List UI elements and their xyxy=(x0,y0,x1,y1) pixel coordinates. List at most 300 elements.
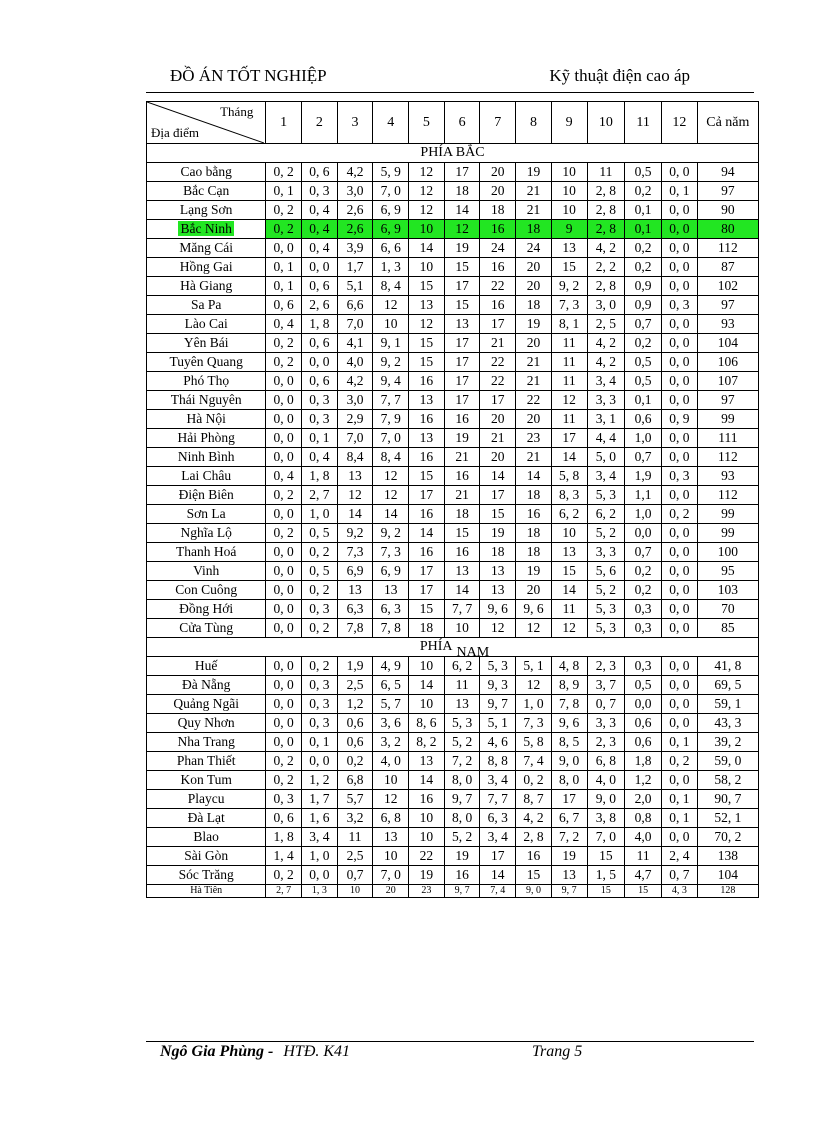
monthly-value: 20 xyxy=(516,410,552,429)
annual-value: 52, 1 xyxy=(697,809,758,828)
monthly-value: 15 xyxy=(551,258,587,277)
monthly-value: 5, 2 xyxy=(444,733,480,752)
monthly-value: 3, 6 xyxy=(373,714,409,733)
monthly-value: 0, 2 xyxy=(302,543,338,562)
location-name xyxy=(147,315,266,334)
monthly-value: 18 xyxy=(480,201,516,220)
monthly-value: 17 xyxy=(444,163,480,182)
monthly-value: 0, 6 xyxy=(302,163,338,182)
monthly-value: 17 xyxy=(551,790,587,809)
monthly-value: 16 xyxy=(516,847,552,866)
monthly-value: 19 xyxy=(444,429,480,448)
location-name-text: Phó Thọ xyxy=(183,373,230,388)
monthly-value: 1, 0 xyxy=(302,847,338,866)
monthly-value: 5, 3 xyxy=(587,600,625,619)
location-name xyxy=(147,809,266,828)
monthly-value: 0, 1 xyxy=(661,182,697,201)
location-name-text: Lai Châu xyxy=(181,468,232,483)
table-row xyxy=(147,562,759,581)
monthly-value: 0,1 xyxy=(625,391,662,410)
annual-value: 39, 2 xyxy=(697,733,758,752)
location-name xyxy=(147,733,266,752)
monthly-value: 0,3 xyxy=(625,657,662,676)
monthly-value: 0, 0 xyxy=(661,676,697,695)
monthly-value: 1,0 xyxy=(625,505,662,524)
monthly-value: 5, 0 xyxy=(587,448,625,467)
monthly-value: 5, 8 xyxy=(516,733,552,752)
monthly-value: 0, 2 xyxy=(266,486,302,505)
monthly-value: 1, 8 xyxy=(302,315,338,334)
monthly-value: 12 xyxy=(373,486,409,505)
col-header: 8 xyxy=(516,102,552,144)
monthly-value: 19 xyxy=(516,163,552,182)
monthly-value: 15 xyxy=(551,562,587,581)
location-name-text: Playcu xyxy=(187,791,225,806)
location-name xyxy=(147,695,266,714)
annual-value: 58, 2 xyxy=(697,771,758,790)
monthly-value: 0, 0 xyxy=(266,239,302,258)
monthly-value: 15 xyxy=(587,847,625,866)
monthly-value: 7, 8 xyxy=(551,695,587,714)
monthly-value: 7, 9 xyxy=(373,410,409,429)
monthly-value: 1, 0 xyxy=(516,695,552,714)
monthly-value: 0, 3 xyxy=(302,676,338,695)
location-name-text: Phan Thiết xyxy=(176,753,236,768)
monthly-value: 3, 0 xyxy=(587,296,625,315)
table-row xyxy=(147,220,759,239)
monthly-value: 14 xyxy=(444,201,480,220)
monthly-value: 17 xyxy=(444,353,480,372)
monthly-value: 16 xyxy=(409,505,445,524)
monthly-value: 10 xyxy=(337,885,373,898)
author-name: Ngô Gia Phùng - xyxy=(160,1043,274,1060)
location-name xyxy=(147,163,266,182)
monthly-value: 0, 0 xyxy=(266,695,302,714)
section-south-word2: NAM xyxy=(456,645,490,657)
monthly-value: 1, 6 xyxy=(302,809,338,828)
monthly-value: 4, 2 xyxy=(587,353,625,372)
location-name-text: Đà Nẵng xyxy=(181,677,231,692)
annual-value: 90 xyxy=(697,201,758,220)
monthly-value: 18 xyxy=(444,505,480,524)
monthly-value: 17 xyxy=(409,581,445,600)
monthly-value: 0, 0 xyxy=(266,429,302,448)
location-name-text: Sóc Trăng xyxy=(178,867,234,882)
monthly-value: 7, 0 xyxy=(373,866,409,885)
monthly-value: 10 xyxy=(551,524,587,543)
monthly-value: 18 xyxy=(516,220,552,239)
monthly-value: 9, 7 xyxy=(444,790,480,809)
annual-value: 87 xyxy=(697,258,758,277)
annual-value: 128 xyxy=(697,885,758,898)
annual-value: 70, 2 xyxy=(697,828,758,847)
monthly-value: 24 xyxy=(516,239,552,258)
table-row xyxy=(147,391,759,410)
table-row xyxy=(147,543,759,562)
table-row xyxy=(147,657,759,676)
table-row xyxy=(147,600,759,619)
monthly-value: 11 xyxy=(551,334,587,353)
monthly-value: 11 xyxy=(551,600,587,619)
monthly-value: 0, 2 xyxy=(266,752,302,771)
monthly-value: 21 xyxy=(516,201,552,220)
monthly-value: 10 xyxy=(409,657,445,676)
monthly-value: 5, 2 xyxy=(587,524,625,543)
monthly-value: 6, 2 xyxy=(551,505,587,524)
monthly-value: 0, 0 xyxy=(661,771,697,790)
monthly-value: 0, 0 xyxy=(661,657,697,676)
monthly-value: 4, 2 xyxy=(587,239,625,258)
monthly-value: 2,5 xyxy=(337,847,373,866)
monthly-value: 21 xyxy=(516,372,552,391)
monthly-value: 3, 8 xyxy=(587,809,625,828)
monthly-value: 0, 0 xyxy=(661,714,697,733)
monthly-value: 8,4 xyxy=(337,448,373,467)
monthly-value: 4, 9 xyxy=(373,657,409,676)
monthly-value: 10 xyxy=(373,315,409,334)
location-name xyxy=(147,524,266,543)
monthly-value: 0, 2 xyxy=(661,505,697,524)
monthly-value: 20 xyxy=(480,163,516,182)
monthly-value: 0, 1 xyxy=(302,429,338,448)
monthly-value: 6, 5 xyxy=(373,676,409,695)
monthly-value: 8, 5 xyxy=(551,733,587,752)
monthly-value: 0, 1 xyxy=(266,258,302,277)
section-south-word1: PHÍA xyxy=(419,639,453,654)
thesis-title: ĐỒ ÁN TỐT NGHIỆP xyxy=(170,66,327,85)
monthly-value: 2,0 xyxy=(625,790,662,809)
location-name-text: Kon Tum xyxy=(180,772,232,787)
table-row xyxy=(147,714,759,733)
monthly-value: 17 xyxy=(444,277,480,296)
location-name xyxy=(147,239,266,258)
monthly-value: 9, 7 xyxy=(551,885,587,898)
col-header: 12 xyxy=(661,102,697,144)
monthly-value: 14 xyxy=(409,524,445,543)
annual-value: 102 xyxy=(697,277,758,296)
monthly-value: 0, 2 xyxy=(266,163,302,182)
page-header xyxy=(146,64,754,92)
monthly-value: 9, 0 xyxy=(516,885,552,898)
monthly-value: 9, 3 xyxy=(480,676,516,695)
monthly-value: 6, 7 xyxy=(551,809,587,828)
monthly-value: 0, 3 xyxy=(302,714,338,733)
monthly-value: 5, 2 xyxy=(587,581,625,600)
monthly-value: 10 xyxy=(409,828,445,847)
monthly-value: 0, 1 xyxy=(661,733,697,752)
monthly-value: 0,2 xyxy=(625,562,662,581)
location-name-text: Đồng Hới xyxy=(179,601,234,616)
monthly-value: 8, 1 xyxy=(551,315,587,334)
monthly-value: 0, 2 xyxy=(661,752,697,771)
monthly-value: 8, 0 xyxy=(444,771,480,790)
monthly-value: 0, 0 xyxy=(661,581,697,600)
monthly-value: 1, 8 xyxy=(302,467,338,486)
monthly-value: 0, 0 xyxy=(302,752,338,771)
location-name-text: Bắc Cạn xyxy=(183,183,230,198)
col-header: 10 xyxy=(587,102,625,144)
monthly-value: 6,8 xyxy=(337,771,373,790)
monthly-value: 0, 6 xyxy=(302,372,338,391)
monthly-value: 2,5 xyxy=(337,676,373,695)
table-row xyxy=(147,410,759,429)
monthly-value: 6, 6 xyxy=(373,239,409,258)
monthly-value: 7,0 xyxy=(337,429,373,448)
table-row xyxy=(147,182,759,201)
monthly-value: 8, 2 xyxy=(409,733,445,752)
annual-value: 43, 3 xyxy=(697,714,758,733)
monthly-value: 9, 1 xyxy=(373,334,409,353)
monthly-value: 12 xyxy=(373,467,409,486)
monthly-value: 19 xyxy=(444,847,480,866)
monthly-value: 17 xyxy=(551,429,587,448)
monthly-value: 13 xyxy=(480,562,516,581)
monthly-value: 11 xyxy=(444,676,480,695)
monthly-value: 0, 3 xyxy=(302,410,338,429)
monthly-value: 12 xyxy=(516,619,552,638)
monthly-value: 0,3 xyxy=(625,600,662,619)
annual-value: 99 xyxy=(697,410,758,429)
monthly-value: 0, 0 xyxy=(661,600,697,619)
monthly-value: 6, 3 xyxy=(480,809,516,828)
monthly-value: 0, 0 xyxy=(661,315,697,334)
monthly-value: 7, 0 xyxy=(587,828,625,847)
monthly-value: 21 xyxy=(516,448,552,467)
annual-value: 99 xyxy=(697,505,758,524)
monthly-value: 0, 0 xyxy=(661,353,697,372)
location-name-text: Quy Nhơn xyxy=(177,715,235,730)
location-name-text: Bắc Ninh xyxy=(180,221,232,236)
annual-value: 103 xyxy=(697,581,758,600)
monthly-value: 21 xyxy=(480,429,516,448)
location-name-text: Thanh Hoá xyxy=(175,544,237,559)
monthly-value: 0, 0 xyxy=(661,220,697,239)
annual-value: 104 xyxy=(697,334,758,353)
monthly-value: 16 xyxy=(409,410,445,429)
monthly-value: 6, 8 xyxy=(373,809,409,828)
monthly-value: 4, 0 xyxy=(373,752,409,771)
table-row xyxy=(147,676,759,695)
header-row xyxy=(147,102,759,144)
monthly-value: 0, 4 xyxy=(302,201,338,220)
monthly-value: 1,9 xyxy=(337,657,373,676)
monthly-value: 3, 7 xyxy=(587,676,625,695)
monthly-value: 2, 8 xyxy=(587,220,625,239)
monthly-value: 10 xyxy=(551,201,587,220)
monthly-value: 0, 0 xyxy=(661,201,697,220)
monthly-value: 17 xyxy=(480,315,516,334)
monthly-value: 3, 3 xyxy=(587,391,625,410)
monthly-value: 2,6 xyxy=(337,201,373,220)
monthly-value: 0, 5 xyxy=(302,562,338,581)
monthly-value: 0, 6 xyxy=(266,809,302,828)
monthly-value: 0,6 xyxy=(625,714,662,733)
monthly-value: 11 xyxy=(337,828,373,847)
monthly-value: 0, 2 xyxy=(266,334,302,353)
monthly-value: 2, 3 xyxy=(587,733,625,752)
table-row xyxy=(147,448,759,467)
monthly-value: 14 xyxy=(409,771,445,790)
table-row xyxy=(147,847,759,866)
monthly-value: 8, 3 xyxy=(551,486,587,505)
monthly-value: 15 xyxy=(409,353,445,372)
location-name-text: Nha Trang xyxy=(177,734,235,749)
table-row xyxy=(147,619,759,638)
monthly-value: 2, 8 xyxy=(587,277,625,296)
annual-value: 100 xyxy=(697,543,758,562)
table-row xyxy=(147,315,759,334)
monthly-value: 0, 0 xyxy=(661,695,697,714)
monthly-value: 22 xyxy=(480,277,516,296)
monthly-value: 0, 0 xyxy=(266,448,302,467)
monthly-value: 3, 4 xyxy=(587,467,625,486)
monthly-value: 13 xyxy=(480,581,516,600)
location-name-text: Hà Giang xyxy=(180,278,233,293)
monthly-value: 20 xyxy=(516,334,552,353)
monthly-value: 15 xyxy=(625,885,662,898)
monthly-value: 14 xyxy=(444,581,480,600)
table-body xyxy=(147,144,759,898)
monthly-value: 4,7 xyxy=(625,866,662,885)
monthly-value: 1,7 xyxy=(337,258,373,277)
monthly-value: 4,2 xyxy=(337,372,373,391)
monthly-value: 9,2 xyxy=(337,524,373,543)
monthly-value: 9, 0 xyxy=(587,790,625,809)
monthly-value: 18 xyxy=(516,524,552,543)
location-name xyxy=(147,467,266,486)
monthly-value: 16 xyxy=(444,866,480,885)
monthly-value: 7, 2 xyxy=(444,752,480,771)
monthly-value: 10 xyxy=(409,220,445,239)
monthly-value: 0, 0 xyxy=(302,258,338,277)
table-row xyxy=(147,486,759,505)
monthly-value: 4, 4 xyxy=(587,429,625,448)
monthly-value: 13 xyxy=(409,429,445,448)
location-name-text: Hà Tiên xyxy=(190,885,223,896)
monthly-value: 10 xyxy=(551,163,587,182)
location-name xyxy=(147,771,266,790)
annual-value: 106 xyxy=(697,353,758,372)
monthly-value: 2, 4 xyxy=(661,847,697,866)
monthly-value: 9, 2 xyxy=(373,524,409,543)
monthly-value: 14 xyxy=(516,467,552,486)
monthly-value: 21 xyxy=(444,448,480,467)
monthly-value: 9 xyxy=(551,220,587,239)
monthly-value: 1,2 xyxy=(337,695,373,714)
table-row xyxy=(147,771,759,790)
class-code: HTĐ. K41 xyxy=(283,1043,351,1060)
monthly-value: 19 xyxy=(516,315,552,334)
location-name xyxy=(147,353,266,372)
monthly-value: 17 xyxy=(444,391,480,410)
monthly-value: 0, 1 xyxy=(266,277,302,296)
monthly-value: 18 xyxy=(516,296,552,315)
monthly-value: 17 xyxy=(444,334,480,353)
monthly-value: 5, 7 xyxy=(373,695,409,714)
location-name xyxy=(147,543,266,562)
monthly-value: 0, 3 xyxy=(266,790,302,809)
monthly-value: 15 xyxy=(444,258,480,277)
monthly-value: 0,5 xyxy=(625,372,662,391)
monthly-value: 9, 4 xyxy=(373,372,409,391)
annual-value: 95 xyxy=(697,562,758,581)
table-row xyxy=(147,505,759,524)
monthly-value: 20 xyxy=(516,277,552,296)
monthly-value: 0, 0 xyxy=(661,486,697,505)
col-header: 7 xyxy=(480,102,516,144)
monthly-value: 9, 0 xyxy=(551,752,587,771)
location-name xyxy=(147,258,266,277)
location-name-text: Lạng Sơn xyxy=(179,202,233,217)
monthly-value: 20 xyxy=(480,448,516,467)
location-name xyxy=(147,562,266,581)
monthly-value: 18 xyxy=(444,182,480,201)
monthly-value: 15 xyxy=(480,505,516,524)
col-header: 11 xyxy=(625,102,662,144)
monthly-value: 5, 3 xyxy=(480,657,516,676)
table-row xyxy=(147,372,759,391)
monthly-value: 0, 0 xyxy=(302,866,338,885)
monthly-value: 1, 7 xyxy=(302,790,338,809)
monthly-value: 8, 0 xyxy=(551,771,587,790)
monthly-value: 5, 6 xyxy=(587,562,625,581)
monthly-value: 19 xyxy=(409,866,445,885)
monthly-value: 16 xyxy=(516,505,552,524)
monthly-value: 15 xyxy=(409,277,445,296)
monthly-value: 0, 0 xyxy=(302,353,338,372)
monthly-value: 22 xyxy=(409,847,445,866)
monthly-value: 9, 7 xyxy=(444,885,480,898)
monthly-value: 2, 8 xyxy=(587,182,625,201)
monthly-value: 1, 3 xyxy=(302,885,338,898)
monthly-value: 16 xyxy=(409,448,445,467)
monthly-value: 14 xyxy=(337,505,373,524)
location-name xyxy=(147,429,266,448)
monthly-value: 0,9 xyxy=(625,277,662,296)
monthly-value: 3, 4 xyxy=(480,771,516,790)
annual-value: 112 xyxy=(697,448,758,467)
table-row xyxy=(147,695,759,714)
monthly-value: 0,9 xyxy=(625,296,662,315)
monthly-value: 7, 8 xyxy=(373,619,409,638)
thunderstorm-days-table xyxy=(146,101,759,898)
monthly-value: 2, 7 xyxy=(302,486,338,505)
monthly-value: 0, 0 xyxy=(266,714,302,733)
monthly-value: 0,2 xyxy=(337,752,373,771)
location-name-text: Sơn La xyxy=(186,506,226,521)
annual-value: 104 xyxy=(697,866,758,885)
monthly-value: 21 xyxy=(480,334,516,353)
location-name xyxy=(147,372,266,391)
table-row xyxy=(147,885,759,898)
monthly-value: 8, 6 xyxy=(409,714,445,733)
location-name xyxy=(147,505,266,524)
monthly-value: 0,5 xyxy=(625,676,662,695)
location-name xyxy=(147,277,266,296)
monthly-value: 3, 3 xyxy=(587,543,625,562)
col-header: 3 xyxy=(337,102,373,144)
monthly-value: 16 xyxy=(409,372,445,391)
location-name-text: Hà Nội xyxy=(186,411,226,426)
location-name-text: Blao xyxy=(193,829,219,844)
monthly-value: 14 xyxy=(373,505,409,524)
monthly-value: 10 xyxy=(409,695,445,714)
monthly-value: 0, 7 xyxy=(587,695,625,714)
monthly-value: 2, 6 xyxy=(302,296,338,315)
monthly-value: 0, 5 xyxy=(302,524,338,543)
location-name-text: Điện Biên xyxy=(178,487,234,502)
monthly-value: 22 xyxy=(480,353,516,372)
